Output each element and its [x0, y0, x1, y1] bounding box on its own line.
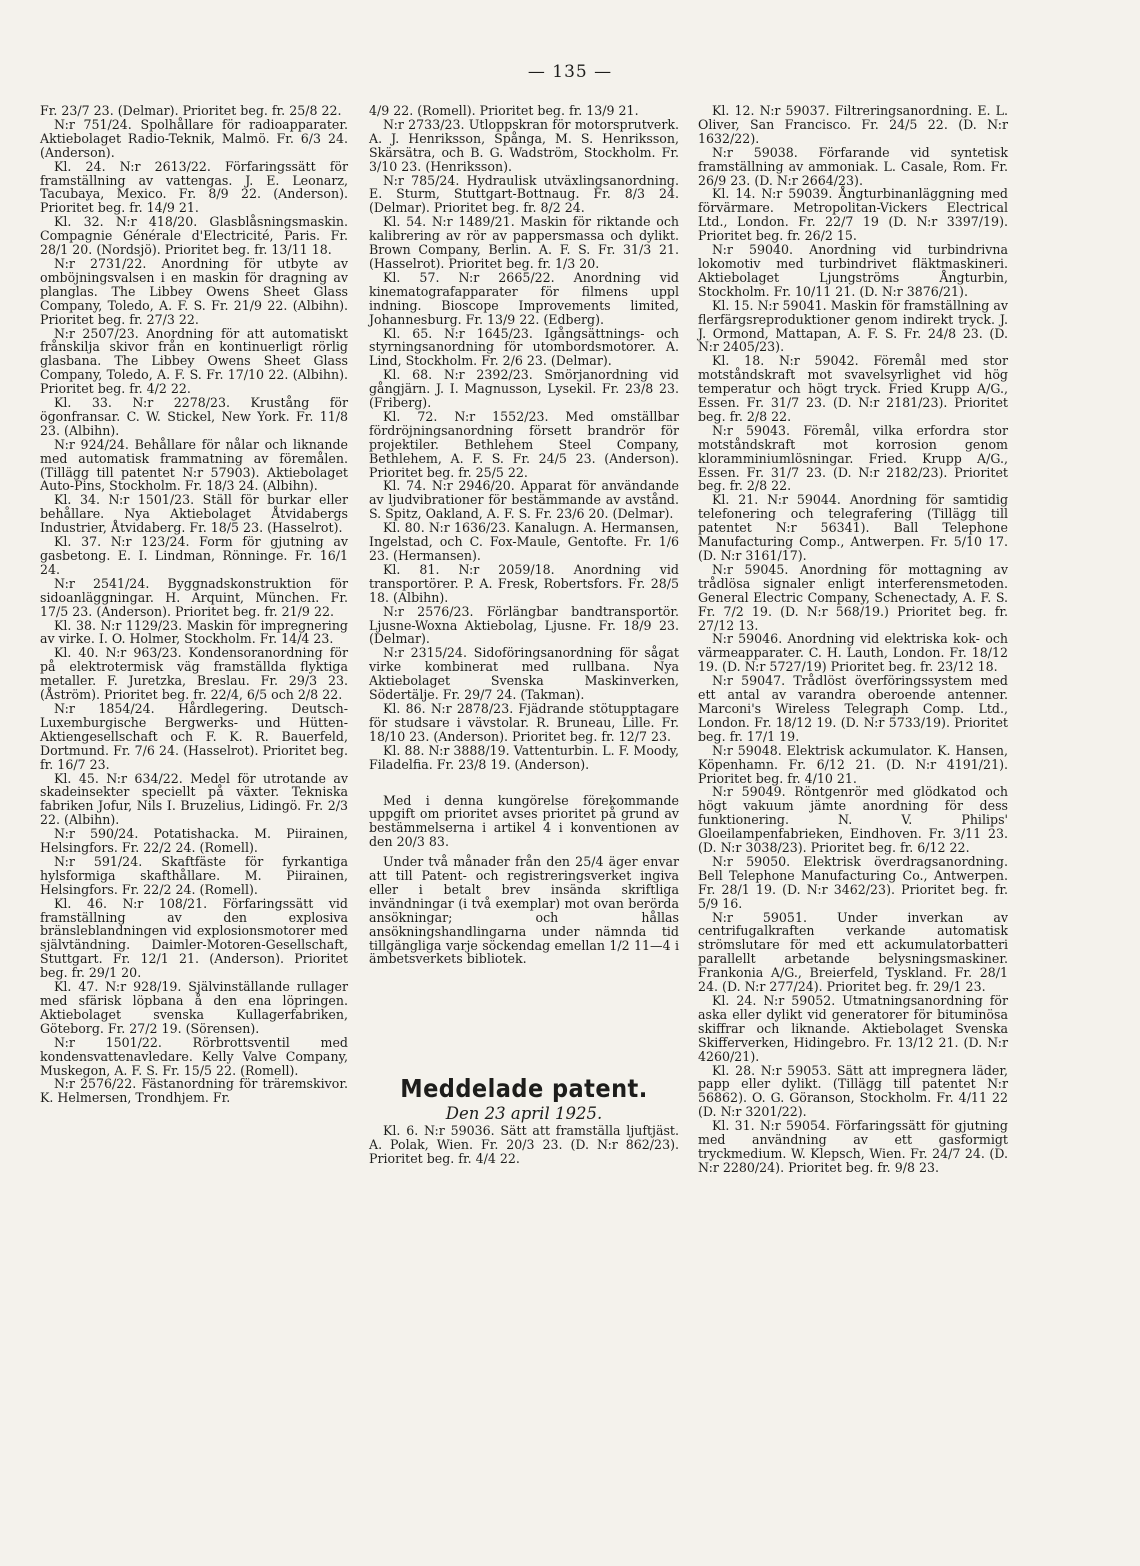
list-item: N:r 59048. Elektrisk ackumulator. K. Hansen, Köpenhamn. Fr. 6/12 21. (D. N:r 4191/21). Prioritet beg. fr. 4/10 21. — [698, 742, 1008, 786]
list-item: Kl. 40. N:r 963/23. Kondensoranordning för på elektrotermisk väg framställda flyktiga metaller. F. Juretzka, Breslau. Fr. 29/3 23. (Åström). Prioritet beg. fr. 22/4, 6/5 och 2/8 22. — [40, 645, 348, 703]
list-item: Kl. 24. N:r 59052. Utmatningsanordning för aska eller dylikt vid generatorer för bituminösa skiffrar och liknande. Aktiebolaget Svenska Skifferverken, Hidingebro. Fr. 13/12 21. (D. N:r 4260/21). — [698, 993, 1008, 1064]
list-item: N:r 924/24. Behållare för nålar och liknande med automatisk frammatning av föremålen. (Tillägg till patentet N:r 57903). Aktiebolaget Auto-Pins, Stockholm. Fr. 18/3 24. (Albihn). — [40, 436, 348, 494]
list-item: N:r 2576/22. Fästanordning för träremskivor. K. Helmersen, Trondhjem. Fr. — [40, 1076, 348, 1106]
list-item: Kl. 18. N:r 59042. Föremål med stor motståndskraft mot svavelsyrlighet vid hög temperatur och högt tryck. Fried Krupp A/G., Essen. Fr. 31/7 23. (D. N:r 2181/23). Prioritet beg. fr. 2/8 22. — [698, 353, 1008, 424]
list-item: Kl. 34. N:r 1501/23. Ställ för burkar eller behållare. Nya Aktiebolaget Åtvidabergs Industrier, Åtvidaberg. Fr. 18/5 23. (Hasselrot). — [40, 492, 348, 536]
list-item: Kl. 57. N:r 2665/22. Anordning vid kinematografapparater för filmens uppl indning. Bioscope Improvements limited, Johannesburg. Fr. 13/9 22. (Edberg). — [369, 269, 679, 327]
list-item: Kl. 68. N:r 2392/23. Smörjanordning vid gångjärn. J. I. Magnusson, Lysekil. Fr. 23/8 23. (Friberg). — [369, 367, 679, 411]
list-item: N:r 751/24. Spolhållare för radioapparater. Aktiebolaget Radio-Teknik, Malmö. Fr. 6/3 24. (Anderson). — [40, 116, 348, 160]
list-item: Kl. 32. N:r 418/20. Glasblåsningsmaskin. Compagnie Générale d'Electricité, Paris. Fr. 28/1 20. (Nordsjö). Prioritet beg. fr. 13/11 18. — [40, 214, 348, 258]
list-item: N:r 2541/24. Byggnadskonstruktion för sidoanläggningar. H. Arquint, München. Fr. 17/5 23. (Anderson). Prioritet beg. fr. 21/9 22. — [40, 575, 348, 619]
priority-notice: Med i denna kungörelse förekommande uppgift om prioritet avses prioritet på grund av bestämmelserna i artikel 4 i konventionen av den 20/3 83. — [369, 792, 679, 850]
list-item: Kl. 45. N:r 634/22. Medel för utrotande av skadeinsekter speciellt på växter. Tekniska fabriken Jofur, Nils I. Bruzelius, Lidingö. Fr. 2/3 22. (Albihn). — [40, 770, 348, 828]
list-item: N:r 2576/23. Förlängbar bandtransportör. Ljusne-Woxna Aktiebolag, Ljusne. Fr. 18/9 23. (Delmar). — [369, 603, 679, 647]
list-item: Kl. 21. N:r 59044. Anordning för samtidig telefonering och telegrafering (Tillägg till patentet N:r 56341). Ball Telephone Manufacturing Comp., Antwerpen. Fr. 5/10 17. (D. N:r 3161/17). — [698, 492, 1008, 563]
list-item: Kl. 54. N:r 1489/21. Maskin för riktande och kalibrering av rör av pappersmassa och dylikt. Brown Company, Berlin. A. F. S. Fr. 31/3 21. (Hasselrot). Prioritet beg. fr. 1/3 20. — [369, 214, 679, 271]
list-item: Kl. 47. N:r 928/19. Självinställande rullager med sfärisk löpbana å den ena löpringen. Aktiebolaget svenska Kullagerfabriken, Göteborg. Fr. 27/2 19. (Sörensen). — [40, 979, 348, 1036]
column-2 — [369, 104, 679, 1166]
list-item: N:r 59040. Anordning vid turbindrivna lokomotiv med turbindrivet fläktmaskineri. Aktiebolaget Ljungströms Ångturbin, Stockholm. Fr. 10/11 21. (D. N:r 3876/21). — [698, 242, 1008, 299]
list-item: N:r 2733/23. Utloppskran för motorsprutverk. A. J. Henriksson, Spånga, M. S. Henriksson, Skärsätra, och B. G. Wadström, Stockholm. Fr. 3/10 23. (Henriksson). — [369, 116, 679, 174]
list-item: Kl. 24. N:r 2613/22. Förfaringssätt för framställning av vattengas. J. E. Leonarz, Tacubaya, Mexico. Fr. 8/9 22. (Anderson). Prioritet beg. fr. 14/9 21. — [40, 158, 348, 216]
list-item: N:r 591/24. Skaftfäste för fyrkantiga hylsformiga skafthållare. M. Piirainen, Helsingfors. Fr. 22/2 24. (Romell). — [40, 853, 348, 897]
list-item: N:r 1501/22. Rörbrottsventil med kondensvattenavledare. Kelly Valve Company, Muskegon, A. F. S. Fr. 15/5 22. (Romell). — [40, 1034, 348, 1078]
list-item: Kl. 31. N:r 59054. Förfaringssätt för gjutning med användning av ett gasformigt tryckmedium. W. Klepsch, Wien. Fr. 24/7 24. (D. N:r 2280/24). Prioritet beg. fr. 9/8 23. — [698, 1118, 1008, 1175]
list-item: Kl. 88. N:r 3888/19. Vattenturbin. L. F. Moody, Filadelfia. Fr. 23/8 19. (Anderson). — [369, 742, 679, 772]
list-item: Kl. 15. N:r 59041. Maskin för framställning av flerfärgsreproduktioner genom indirekt tryck. J. J. Ormond, Mattapan, A. F. S. Fr. 24/8 23. (D. N:r 2405/23). — [698, 297, 1008, 355]
list-item: Kl. 28. N:r 59053. Sätt att impregnera läder, papp eller dylikt. (Tillägg till patentet N:r 56862). O. G. Göranson, Stockholm. Fr. 4/11 22 (D. N:r 3201/22). — [698, 1062, 1008, 1120]
list-item: Fr. 23/7 23. (Delmar). Prioritet beg. fr. 25/8 22. — [40, 103, 342, 118]
list-item: N:r 59038. Förfarande vid syntetisk framställning av ammoniak. L. Casale, Rom. Fr. 26/9 23. (D. N:r 2664/23). — [698, 144, 1008, 188]
list-item: N:r 59049. Röntgenrör med glödkatod och högt vakuum jämte anordning för dess funktionering. N. V. Philips' Gloeilampenfabrieken, Eindhoven. Fr. 3/11 23. (D. N:r 3038/23). Prioritet beg. fr. 6/12 22. — [698, 784, 1008, 856]
list-item: N:r 59050. Elektrisk överdragsanordning. Bell Telephone Manufacturing Co., Antwerpen. Fr. 28/1 19. (D. N:r 3462/23). Prioritet beg. fr. 5/9 16. — [698, 853, 1008, 911]
list-item: Kl. 46. N:r 108/21. Förfaringssätt vid framställning av den explosiva bränsleblandningen vid explosionsmotorer med självtändning. Daimler-Motoren-Gesellschaft, Stuttgart. Fr. 12/1 21. (Anderson). Prioritet beg. fr. 29/1 20. — [40, 895, 348, 981]
list-item: Kl. 14. N:r 59039. Ångturbinanläggning med förvärmare. Metropolitan-Vickers Electrical Ltd., London. Fr. 22/7 19 (D. N:r 3397/19). Prioritet beg. fr. 26/2 15. — [698, 186, 1008, 244]
list-item: N:r 2731/22. Anordning för utbyte av omböjningsvalsen i en maskin för dragning av planglas. The Libbey Owens Sheet Glass Company, Toledo, A. F. S. Fr. 21/9 22. (Albihn). Prioritet beg. fr. 27/3 22. — [40, 255, 348, 327]
section-date: Den 23 april 1925. — [445, 1104, 603, 1124]
list-item: N:r 590/24. Potatishacka. M. Piirainen, Helsingfors. Fr. 22/2 24. (Romell). — [40, 826, 348, 856]
list-item: N:r 2315/24. Sidoföringsanordning för sågat virke kombinerat med rullbana. Nya Aktiebolaget Svenska Maskinverken, Södertälje. Fr. 29/7 24. (Takman). — [369, 645, 679, 703]
list-item: Kl. 80. N:r 1636/23. Kanalugn. A. Hermansen, Ingelstad, och C. Fox-Maule, Gentofte. Fr. 1/6 23. (Hermansen). — [369, 520, 679, 563]
list-item: Kl. 81. N:r 2059/18. Anordning vid transportörer. P. A. Fresk, Robertsfors. Fr. 28/5 18. (Albihn). — [369, 561, 679, 605]
objection-notice: Under två månader från den 25/4 äger envar att till Patent- och registreringsverket ingiva eller i betalt brev insända skriftliga invändningar (i två exemplar) mot ovan berörda ansökningar; och hållas ansökningshandlingarna under nämnda tid tillgängliga varje söckendag emellan 1/2 11—4 i ämbetsverkets bibliotek. — [369, 854, 679, 967]
list-item: N:r 59051. Under inverkan av centrifugalkraften verkande automatisk strömslutare för med ett ackumulatorbatteri parallellt arbetande belysningsmaskiner. Frankonia A/G., Breierfeld, Tyskland. Fr. 28/1 24. (D. N:r 277/24). Prioritet beg. fr. 29/1 23. — [698, 909, 1008, 995]
page-number: — 135 — — [527, 62, 613, 82]
list-item: Kl. 6. N:r 59036. Sätt att framställa ljuftjäst. A. Polak, Wien. Fr. 20/3 23. (D. N:r 862/23). Prioritet beg. fr. 4/4 22. — [369, 1123, 679, 1167]
list-item: 4/9 22. (Romell). Prioritet beg. fr. 13/9 21. — [369, 103, 639, 118]
list-item: Kl. 74. N:r 2946/20. Apparat för användande av ljudvibrationer för bestämmande av avstånd. S. Spitz, Oakland, A. F. S. Fr. 23/6 20. (Delmar). — [369, 478, 679, 522]
column-3 — [698, 104, 1008, 1175]
list-item: N:r 2507/23. Anordning för att automatiskt frånskilja skivor från en kontinuerligt rörlig glasbana. The Libbey Owens Sheet Glass Company, Toledo, A. F. S. Fr. 17/10 22. (Albihn). Prioritet beg. fr. 4/2 22. — [40, 325, 348, 397]
list-item: N:r 59047. Trådlöst överföringssystem med ett antal av varandra oberoende antenner. Marconi's Wireless Telegraph Comp. Ltd., London. Fr. 18/12 19. (D. N:r 5733/19). Prioritet beg. fr. 17/1 19. — [698, 673, 1008, 744]
list-item: Kl. 72. N:r 1552/23. Med omställbar fördröjningsanordning försett brandrör för projektiler. Bethlehem Steel Company, Bethlehem, A. F. S. Fr. 24/5 23. (Anderson). Prioritet beg. fr. 25/5 22. — [369, 408, 679, 480]
list-item: N:r 59045. Anordning för mottagning av trådlösa signaler enligt interferensmetoden. General Electric Company, Schenectady, A. F. S. Fr. 7/2 19. (D. N:r 568/19.) Prioritet beg. fr. 27/12 13. — [698, 561, 1008, 633]
section-title: Meddelade patent. — [400, 1074, 648, 1104]
list-item: N:r 59043. Föremål, vilka erfordra stor motståndskraft mot korrosion genom kloramminiumlösningar. Fried. Krupp A/G., Essen. Fr. 31/7 23. (D. N:r 2182/23). Prioritet beg. fr. 2/8 22. — [698, 422, 1008, 494]
list-item: Kl. 33. N:r 2278/23. Krustång för ögonfransar. C. W. Stickel, New York. Fr. 11/8 23. (Albihn). — [40, 395, 348, 438]
column-1 — [40, 104, 348, 1105]
list-item: Kl. 37. N:r 123/24. Form för gjutning av gasbetong. E. I. Lindman, Rönninge. Fr. 16/1 24. — [40, 534, 348, 577]
list-item: N:r 1854/24. Hårdlegering. Deutsch-Luxemburgische Bergwerks- und Hütten-Aktiengesellschaft och F. K. R. Bauerfeld, Dortmund. Fr. 7/6 24. (Hasselrot). Prioritet beg. fr. 16/7 23. — [40, 700, 348, 772]
list-item: Kl. 38. N:r 1129/23. Maskin för impregnering av virke. I. O. Holmer, Stockholm. Fr. 14/4 23. — [40, 617, 348, 647]
list-item: N:r 785/24. Hydraulisk utväxlingsanordning. E. Sturm, Stuttgart-Bottnaug. Fr. 8/3 24. (Delmar). Prioritet beg. fr. 8/2 24. — [369, 172, 679, 216]
list-item: Kl. 65. N:r 1645/23. Igångsättnings- och styrningsanordning för utombordsmotorer. A. Lind, Stockholm. Fr. 2/6 23. (Delmar). — [369, 325, 679, 369]
list-item: Kl. 86. N:r 2878/23. Fjädrande stötupptagare för studsare i vävstolar. R. Bruneau, Lille. Fr. 18/10 23. (Anderson). Prioritet beg. fr. 12/7 23. — [369, 700, 679, 744]
list-item: N:r 59046. Anordning vid elektriska kok- och värmeapparater. C. H. Lauth, London. Fr. 18/12 19. (D. N:r 5727/19) Prioritet beg. fr. 23/12 18. — [698, 631, 1008, 675]
list-item: Kl. 12. N:r 59037. Filtreringsanordning. E. L. Oliver, San Francisco. Fr. 24/5 22. (D. N:r 1632/22). — [698, 103, 1008, 146]
